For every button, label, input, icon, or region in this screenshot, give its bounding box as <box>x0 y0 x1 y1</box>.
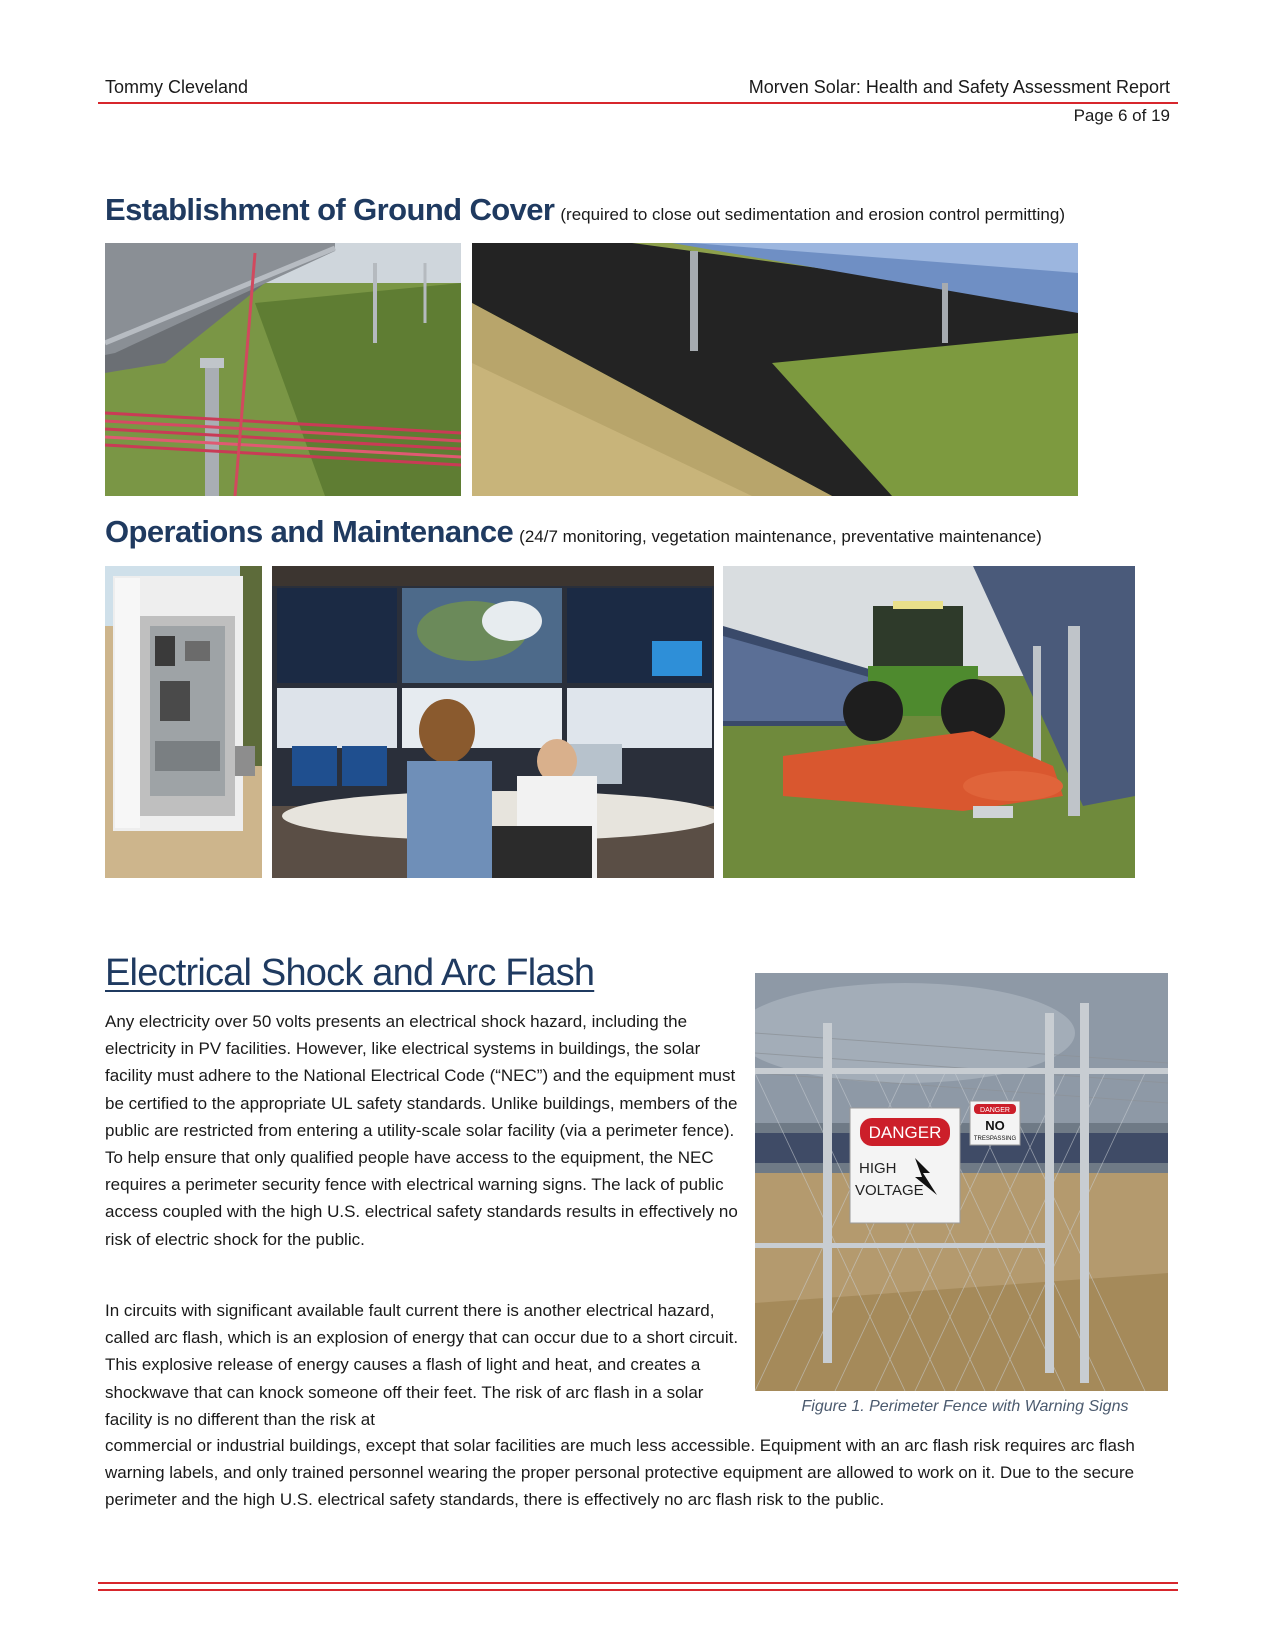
fence-small-sign-danger: DANGER <box>980 1107 1010 1114</box>
photo-electrical-cabinet <box>105 566 262 878</box>
electrical-paragraph-3: commercial or industrial buildings, except that solar facilities are much less accessible. Equipment with an arc flash risk requires arc flash warning labels, and only trained personnel wearing the proper personal protective equipment are allowed to work on it. Due to the secure perimeter and the high U.S. electrical safety standards, there is effectively no arc flash risk to the public. <box>105 1436 1135 1510</box>
om-title: Operations and Maintenance <box>105 514 514 549</box>
page-number: Page 6 of 19 <box>1073 106 1170 125</box>
photo-racking-cables <box>105 243 461 496</box>
fence-sign-high: HIGH <box>859 1160 897 1177</box>
fence-sign-voltage: VOLTAGE <box>855 1182 924 1199</box>
header-rule <box>98 102 1178 104</box>
fence-small-sign-no: NO <box>985 1118 1005 1133</box>
ground-cover-heading <box>105 192 1065 228</box>
fence-sign-danger: DANGER <box>868 1123 942 1142</box>
electrical-paragraph-1: Any electricity over 50 volts presents an electrical shock hazard, including the electricity in PV facilities. However, like electrical systems in buildings, the solar facility must adhere to the National Electrical Code (“NEC”) and the equipment must be certified to the appropriate UL safety standards. Unlike buildings, members of the public are restricted from entering a utility-scale solar facility (via a perimeter fence). To help ensure that only qualified people have access to the equipment, the NEC requires a perimeter security fence with electrical warning signs. The lack of public access coupled with the high U.S. electrical safety standards results in effectively no risk of electric shock for the public. <box>105 1012 738 1249</box>
photo-monitoring-control-room <box>272 566 714 878</box>
footer-rule-top <box>98 1582 1178 1584</box>
footer-rule-bottom <box>98 1589 1178 1591</box>
photo-tractor-mowing <box>723 566 1135 878</box>
photo-perimeter-fence <box>755 973 1168 1391</box>
electrical-heading: Electrical Shock and Arc Flash <box>105 952 595 994</box>
photo-panel-row-grass <box>472 243 1078 496</box>
header-author: Tommy Cleveland <box>105 77 249 97</box>
ground-cover-title: Establishment of Ground Cover <box>105 192 555 227</box>
om-subtitle: (24/7 monitoring, vegetation maintenance, preventative maintenance) <box>519 527 1042 546</box>
figure-caption: Figure 1. Perimeter Fence with Warning Signs <box>801 1398 1129 1415</box>
om-heading <box>105 514 1042 550</box>
ground-cover-subtitle: (required to close out sedimentation and erosion control permitting) <box>560 205 1065 224</box>
fence-small-sign-trespassing: TRESPASSING <box>973 1136 1017 1142</box>
electrical-paragraph-2: In circuits with significant available fault current there is another electrical hazard, called arc flash, which is an explosion of energy that can occur due to a short circuit. This explosive release of energy causes a flash of light and heat, and creates a shockwave that can knock someone off their feet. The risk of arc flash in a solar facility is no different than the risk at <box>105 1301 739 1429</box>
header-report-title: Morven Solar: Health and Safety Assessment Report <box>748 77 1170 97</box>
